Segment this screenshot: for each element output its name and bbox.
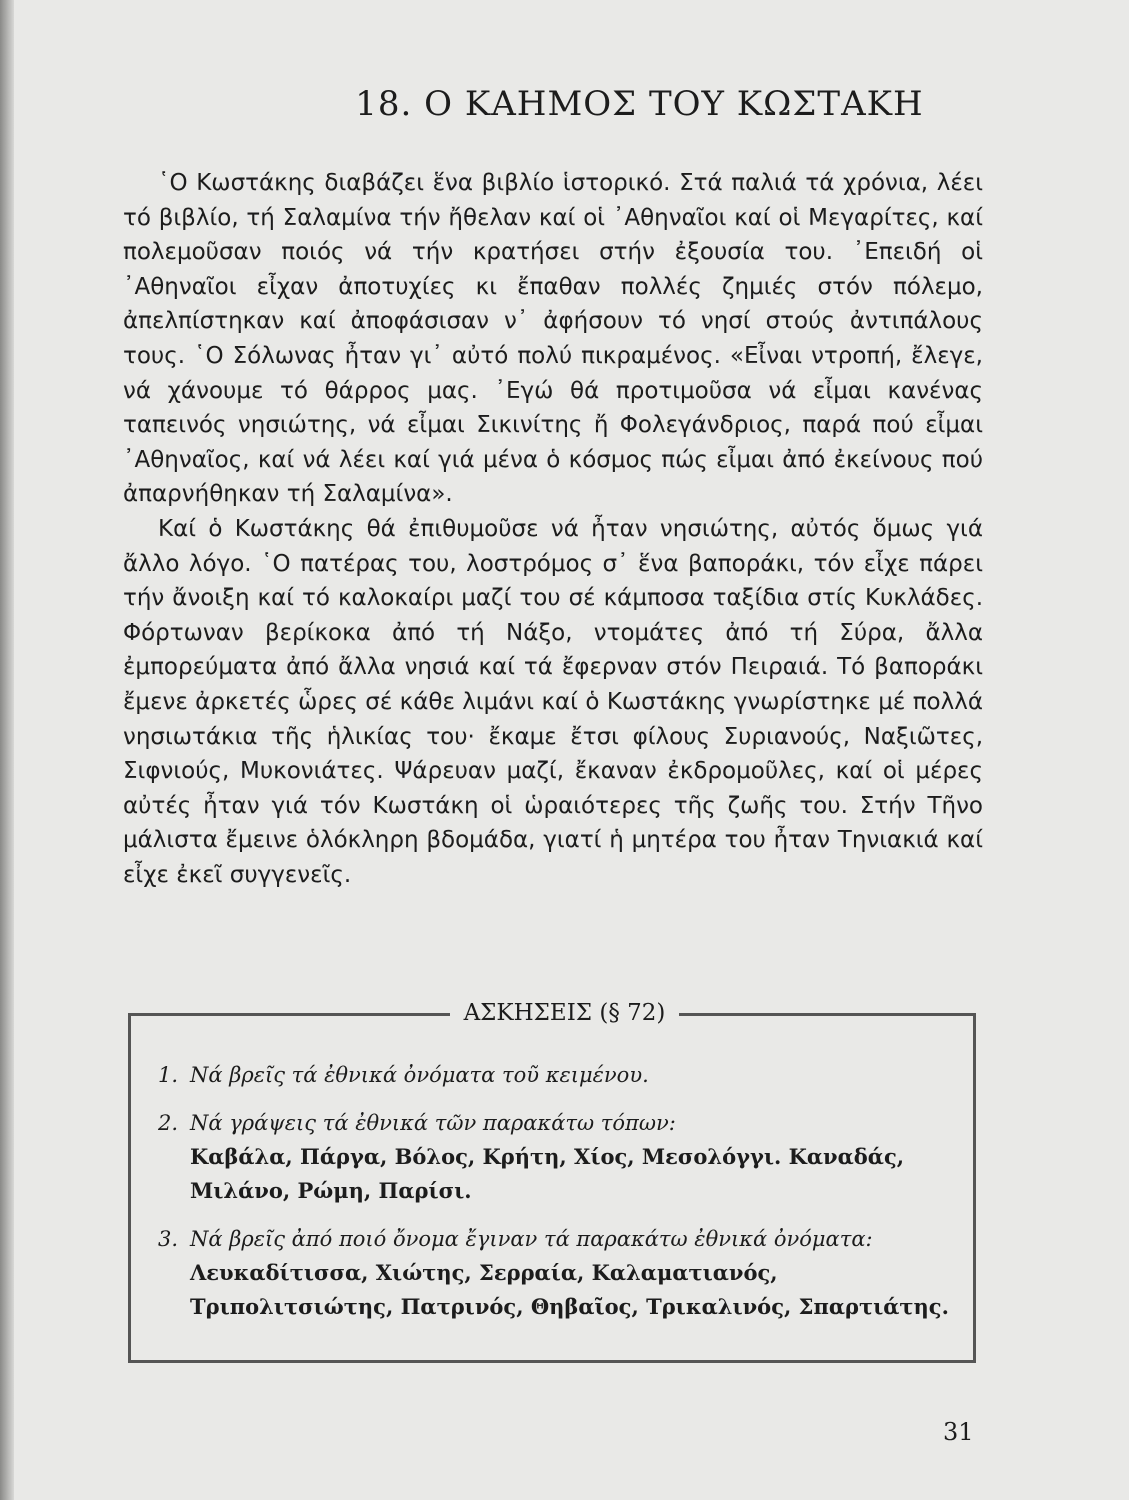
exercise-number: 2. xyxy=(158,1111,179,1135)
exercise-prompt: Νά γράψεις τά ἐθνικά τῶν παρακάτω τόπων: xyxy=(190,1111,676,1135)
paragraph-2: Καί ὁ Κωστάκης θά ἐπιθυμοῦσε νά ἦταν νησιώτης, αὐτός ὅμως γιά ἄλλο λόγο. ῾Ο πατέρας του, λοστρόμος σ᾿ ἕνα βαποράκι, τόν εἶχε πάρει τήν ἄνοιξη καί τό καλοκαίρι μαζί του σέ κάμποσα ταξίδια στίς Κυκλάδες. Φόρτωναν βερίκοκα ἀπό τή Νάξο, ντομάτες ἀπό τή Σύρα, ἄλλα ἐμπορεύματα ἀπό ἄλλα νησιά καί τά ἔφερναν στόν Πειραιά. Τό βαποράκι ἔμενε ἀρκετές ὧρες σέ κάθε λιμάνι καί ὁ Κωστάκης γνωρίστηκε μέ πολλά νησιωτάκια τῆς ἡλικίας του· ἔκαμε ἔτσι φίλους Συριανούς, Ναξιῶτες, Σιφνιούς, Μυκονιάτες. Ψάρευαν μαζί, ἔκαναν ἐκδρομοῦλες, καί οἱ μέρες αὐτές ἦταν γιά τόν Κωστάκη οἱ ὡραιότερες τῆς ζωῆς του. Στήν Τῆνο μάλιστα ἔμεινε ὁλόκληρη βδομάδα, γιατί ἡ μητέρα του ἦταν Τηνιακιά καί εἶχε ἐκεῖ συγγενεῖς. xyxy=(123,515,983,888)
chapter-title: 18. Ο ΚΑΗΜΟΣ ΤΟΥ ΚΩΣΤΑΚΗ xyxy=(355,84,924,124)
exercises-heading: ΑΣΚΗΣΕΙΣ (§ 72) xyxy=(0,1000,1129,1026)
exercise-item-1 xyxy=(158,1058,958,1092)
page-number: 31 xyxy=(943,1418,974,1446)
exercise-number: 1. xyxy=(158,1063,179,1087)
exercise-prompt: Νά βρεῖς τά ἐθνικά ὀνόματα τοῦ κειμένου. xyxy=(190,1063,649,1087)
exercise-words: Λευκαδίτισσα, Χιώτης, Σερραία, Καλαματιανός, Τριπολιτσιώτης, Πατρινός, Θηβαῖος, Τρικαλινός, Σπαρτιάτης. xyxy=(190,1260,949,1319)
paragraph-1: ῾Ο Κωστάκης διαβάζει ἕνα βιβλίο ἱστορικό. Στά παλιά τά χρόνια, λέει τό βιβλίο, τή Σαλαμίνα τήν ἤθελαν καί οἱ ᾿Αθηναῖοι καί οἱ Μεγαρίτες, καί πολεμοῦσαν ποιός νά τήν κρατήσει στήν ἐξουσία του. ᾿Επειδή οἱ ᾿Αθηναῖοι εἶχαν ἀποτυχίες κι ἔπαθαν πολλές ζημιές στόν πόλεμο, ἀπελπίστηκαν καί ἀποφάσισαν ν᾿ ἀφήσουν τό νησί στούς ἀντιπάλους τους. ῾Ο Σόλωνας ἦταν γι᾿ αὐτό πολύ πικραμένος. «Εἶναι ντροπή, ἔλεγε, νά χάνουμε τό θάρρος μας. ᾿Εγώ θά προτιμοῦσα νά εἶμαι κανένας ταπεινός νησιώτης, νά εἶμαι Σικινίτης ἤ Φολεγάνδριος, παρά πού εἶμαι ᾿Αθηναῖος, καί νά λέει καί γιά μένα ὁ κόσμος πώς εἶμαι ἀπό ἐκείνους πού ἀπαρνήθηκαν τή Σαλαμίνα». xyxy=(123,170,983,508)
exercise-number: 3. xyxy=(158,1227,179,1251)
exercise-words: Καβάλα, Πάργα, Βόλος, Κρήτη, Χίος, Μεσολόγγι. Καναδάς, Μιλάνο, Ρώμη, Παρίσι. xyxy=(190,1144,905,1203)
exercise-item-3 xyxy=(158,1222,958,1324)
main-text xyxy=(123,166,983,892)
exercise-prompt: Νά βρεῖς ἀπό ποιό ὄνομα ἔγιναν τά παρακάτω ἐθνικά ὀνόματα: xyxy=(190,1227,873,1251)
exercise-list xyxy=(158,1058,958,1338)
exercise-item-2 xyxy=(158,1106,958,1208)
page-edge-shadow xyxy=(0,0,14,1500)
